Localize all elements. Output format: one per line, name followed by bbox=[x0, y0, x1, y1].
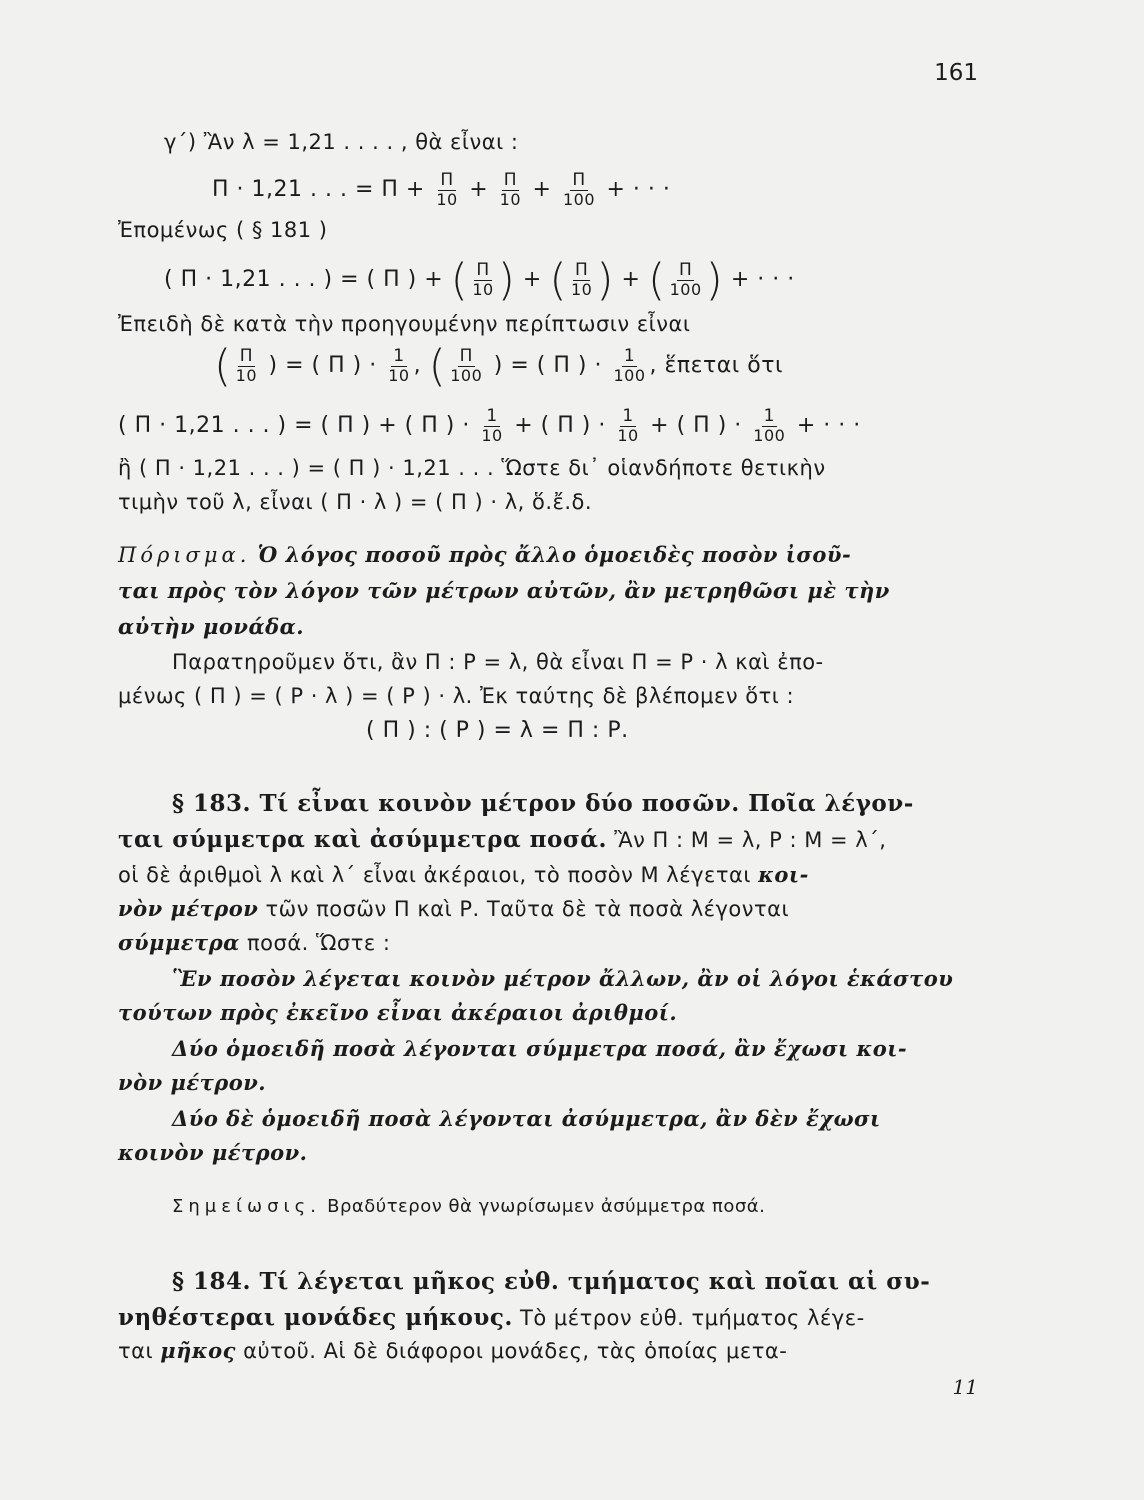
note-label: Σημείωσις. bbox=[172, 1196, 321, 1217]
section-183-line-5: σύμμετρα ποσά. Ὥστε : bbox=[118, 930, 391, 955]
fraction: $\frac{\Pi}{10}$ bbox=[499, 170, 522, 209]
case-g-intro: γ΄) Ἂν λ = 1,21 . . . . , θὰ εἶναι : bbox=[164, 130, 519, 154]
fraction: $\frac{1}{10}$ bbox=[481, 406, 503, 445]
hence-line: Ἐπομένως ( § 181 ) bbox=[118, 218, 328, 242]
section-184-line-3: ται μῆκος αὐτοῦ. Αἱ δὲ διάφοροι μονάδες, τὰς ὁποίας μετα- bbox=[118, 1338, 788, 1363]
section-184-heading: § 184. Τί λέγεται μῆκος εὐθ. τμήματος καὶ ποῖαι αἱ συ- bbox=[172, 1268, 931, 1295]
fraction: $\frac{\Pi}{100}$ bbox=[669, 260, 702, 299]
section-183-line-4: νὸν μέτρον τῶν ποσῶν Π καὶ Ρ. Ταῦτα δὲ τὰ ποσὰ λέγονται bbox=[118, 896, 790, 921]
fraction: $\frac{\Pi}{10}$ bbox=[235, 346, 258, 385]
porisma-line-1: Πόρισμα. Ὁ λόγος ποσοῦ πρὸς ἄλλο ὁμοειδὲς ποσὸν ἰσοῦ- bbox=[118, 542, 852, 567]
since-line: Ἐπειδὴ δὲ κατὰ τὴν προηγουμένην περίπτωσιν εἶναι bbox=[118, 312, 691, 336]
equation-4: ( Π · 1,21 . . . ) = ( Π ) + ( Π ) · $\frac{1}{10}$ + ( Π ) · $\frac{1}{10}$ + ( Π ) · $\frac{1}{100}$ + · · · bbox=[118, 406, 861, 445]
equation-1: Π · 1,21 . . . = Π + $\frac{\Pi}{10}$ + $\frac{\Pi}{10}$ + $\frac{\Pi}{100}$ + · · · bbox=[212, 170, 671, 209]
observation-2: μένως ( Π ) = ( Ρ · λ ) = ( Ρ ) · λ. Ἐκ ταύτης δὲ βλέπομεν ὅτι : bbox=[118, 684, 795, 708]
fraction: $\frac{1}{100}$ bbox=[753, 406, 786, 445]
definition-1a: Ἓν ποσὸν λέγεται κοινὸν μέτρον ἄλλων, ἂν οἱ λόγοι ἑκάστου bbox=[172, 966, 954, 991]
fraction: $\frac{1}{100}$ bbox=[613, 346, 646, 385]
footer-signature: 11 bbox=[952, 1375, 978, 1399]
equation-5: ἢ ( Π · 1,21 . . . ) = ( Π ) · 1,21 . . . Ὥστε δι᾽ οἱανδήποτε θετικὴν bbox=[118, 456, 826, 480]
fraction: $\frac{\Pi}{100}$ bbox=[562, 170, 595, 209]
observation-3: ( Π ) : ( Ρ ) = λ = Π : Ρ. bbox=[366, 718, 629, 743]
fraction: $\frac{\Pi}{100}$ bbox=[450, 346, 483, 385]
definition-3a: Δύο δὲ ὁμοειδῆ ποσὰ λέγονται ἀσύμμετρα, ἂν δὲν ἔχωσι bbox=[172, 1106, 881, 1131]
note-line: Σημείωσις. Βραδύτερον θὰ γνωρίσωμεν ἀσύμμετρα ποσά. bbox=[172, 1196, 766, 1217]
section-183-line-3: οἱ δὲ ἀριθμοὶ λ καὶ λ΄ εἶναι ἀκέραιοι, τὸ ποσὸν Μ λέγεται κοι- bbox=[118, 862, 809, 887]
fraction: $\frac{\Pi}{10}$ bbox=[570, 260, 593, 299]
porisma-line-3: αὐτὴν μονάδα. bbox=[118, 614, 305, 639]
section-183-heading: § 183. Τί εἶναι κοινὸν μέτρον δύο ποσῶν. Ποῖα λέγον- bbox=[172, 790, 914, 817]
equation-3: ( $\frac{\Pi}{10}$ ) = ( Π ) · $\frac{1}{10}$ , ( $\frac{\Pi}{100}$ ) = ( Π ) · $\frac{1}{100}$ , ἕπεται ὅτι bbox=[214, 340, 783, 392]
section-184-line-2: νηθέστεραι μονάδες μήκους. Τὸ μέτρον εὐθ. τμήματος λέγε- bbox=[118, 1304, 865, 1331]
fraction: $\frac{1}{10}$ bbox=[617, 406, 639, 445]
fraction: $\frac{1}{10}$ bbox=[388, 346, 410, 385]
definition-3b: κοινὸν μέτρον. bbox=[118, 1140, 308, 1165]
definition-2a: Δύο ὁμοειδῆ ποσὰ λέγονται σύμμετρα ποσά, ἂν ἔχωσι κοι- bbox=[172, 1036, 908, 1061]
definition-2b: νὸν μέτρον. bbox=[118, 1070, 267, 1095]
equation-6: τιμὴν τοῦ λ, εἶναι ( Π · λ ) = ( Π ) · λ, ὅ.ἔ.δ. bbox=[118, 490, 593, 514]
porisma-line-2: ται πρὸς τὸν λόγον τῶν μέτρων αὐτῶν, ἂν μετρηθῶσι μὲ τὴν bbox=[118, 578, 890, 603]
section-183-line-2: ται σύμμετρα καὶ ἀσύμμετρα ποσά. Ἂν Π : Μ = λ, Ρ : Μ = λ΄, bbox=[118, 826, 887, 853]
fraction: $\frac{\Pi}{10}$ bbox=[472, 260, 494, 299]
equation-2: ( Π · 1,21 . . . ) = ( Π ) + ( $\frac{\Pi}{10}$ ) + ( $\frac{\Pi}{10}$ ) + ( $\frac{\Pi}{100}$ ) + · · · bbox=[164, 254, 795, 306]
porisma-label: Πόρισμα. bbox=[118, 543, 251, 567]
page-number: 161 bbox=[934, 60, 978, 86]
observation-1: Παρατηροῦμεν ὅτι, ἂν Π : Ρ = λ, θὰ εἶναι Π = Ρ · λ καὶ ἐπο- bbox=[172, 650, 824, 674]
fraction: $\frac{\Pi}{10}$ bbox=[436, 170, 458, 209]
definition-1b: τούτων πρὸς ἐκεῖνο εἶναι ἀκέραιοι ἀριθμοί. bbox=[118, 1000, 678, 1025]
